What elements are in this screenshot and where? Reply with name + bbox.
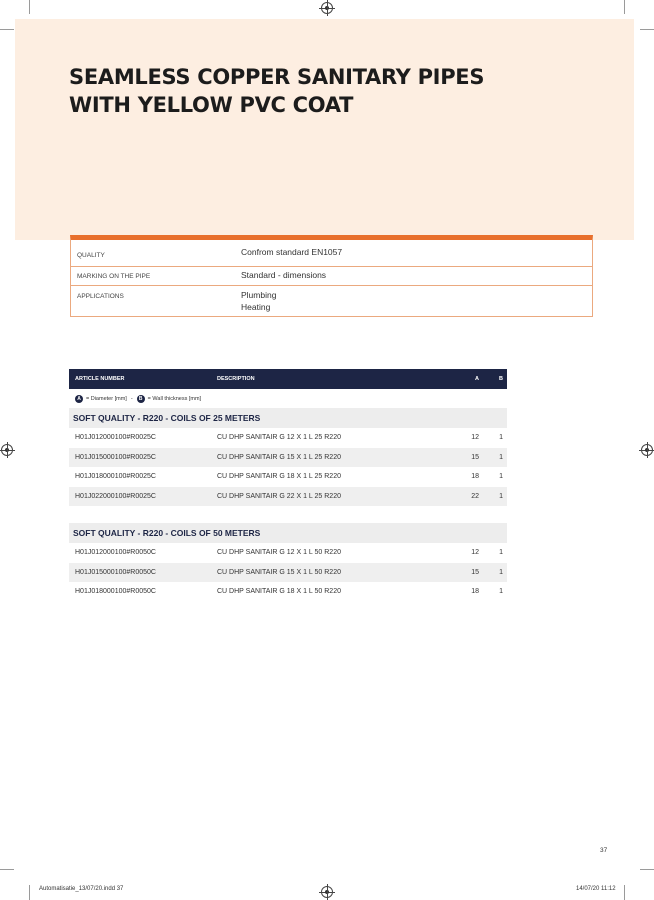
diameter-cell: 18	[471, 588, 479, 596]
group-spacer	[69, 506, 507, 523]
article-number-cell: H01J018000100#R0050C	[75, 588, 156, 596]
crop-mark	[640, 869, 654, 870]
wall-thickness-legend-text: = Wall thickness [mm]	[147, 395, 202, 402]
diameter-cell: 18	[471, 473, 479, 481]
spec-row-applications	[71, 285, 592, 316]
spec-value	[241, 267, 592, 285]
table-row	[69, 467, 507, 487]
table-row	[69, 563, 507, 583]
description-cell: CU DHP SANITAIR G 15 X 1 L 25 R220	[217, 453, 341, 461]
table-row	[69, 428, 507, 448]
column-header-a: A	[475, 376, 479, 382]
group-header-25m: SOFT QUALITY - R220 - COILS OF 25 METERS	[69, 408, 507, 428]
spec-value-line: Standard - dimensions	[241, 270, 327, 280]
diameter-cell: 12	[471, 434, 479, 442]
spec-value	[241, 240, 592, 266]
table-row	[69, 448, 507, 468]
article-number-cell: H01J012000100#R0025C	[75, 434, 156, 442]
column-header-article-number: ARTICLE NUMBER	[75, 376, 125, 382]
hero-banner	[15, 19, 634, 240]
group-header-50m: SOFT QUALITY - R220 - COILS OF 50 METERS	[69, 523, 507, 543]
wall-thickness-cell: 1	[499, 492, 503, 500]
print-slug-date: 14/07/20 11:12	[576, 886, 616, 892]
table-row	[69, 487, 507, 507]
article-number-cell: H01J022000100#R0025C	[75, 492, 156, 500]
crop-mark	[624, 0, 625, 14]
table-row	[69, 582, 507, 602]
crop-mark	[640, 29, 654, 30]
column-header-b: B	[499, 376, 503, 382]
wall-thickness-cell: 1	[499, 453, 503, 461]
spec-value	[241, 286, 592, 316]
spec-row-quality	[71, 240, 592, 266]
description-cell: CU DHP SANITAIR G 12 X 1 L 50 R220	[217, 549, 341, 557]
wall-thickness-cell: 1	[499, 473, 503, 481]
registration-mark-icon	[321, 886, 333, 898]
crop-mark	[624, 885, 625, 900]
crop-mark	[0, 869, 14, 870]
description-cell: CU DHP SANITAIR G 12 X 1 L 25 R220	[217, 434, 341, 442]
page-title-line-2: WITH YELLOW PVC COAT	[69, 93, 354, 117]
spec-value-line: Plumbing	[241, 290, 277, 300]
registration-mark-icon	[1, 444, 13, 456]
spec-label: QUALITY	[77, 252, 105, 259]
spec-box	[70, 235, 593, 317]
legend-separator: -	[130, 395, 133, 402]
diameter-cell: 12	[471, 549, 479, 557]
article-number-cell: H01J015000100#R0025C	[75, 453, 156, 461]
spec-value-line: Heating	[241, 302, 271, 312]
diameter-cell: 15	[471, 568, 479, 576]
product-table	[69, 369, 507, 602]
crop-mark	[0, 29, 14, 30]
diameter-legend-text: = Diameter [mm]	[86, 395, 127, 402]
article-number-cell: H01J012000100#R0050C	[75, 549, 156, 557]
spec-value-line: Confrom standard EN1057	[241, 247, 343, 257]
description-cell: CU DHP SANITAIR G 18 X 1 L 50 R220	[217, 588, 341, 596]
description-cell: CU DHP SANITAIR G 15 X 1 L 50 R220	[217, 568, 341, 576]
spec-label: APPLICATIONS	[77, 293, 124, 300]
table-header	[69, 369, 507, 389]
page-number: 37	[600, 847, 608, 854]
column-header-description: DESCRIPTION	[217, 376, 255, 382]
diameter-cell: 22	[471, 492, 479, 500]
wall-thickness-badge-icon: B	[137, 395, 145, 403]
table-row	[69, 543, 507, 563]
page-title	[69, 63, 484, 119]
registration-mark-icon	[641, 444, 653, 456]
crop-mark	[29, 0, 30, 14]
spec-label: MARKING ON THE PIPE	[77, 273, 151, 280]
wall-thickness-cell: 1	[499, 549, 503, 557]
registration-mark-icon	[321, 2, 333, 14]
diameter-badge-icon: A	[75, 395, 83, 403]
print-slug-file: Automatisatie_13/07/20.indd 37	[39, 886, 124, 892]
diameter-cell: 15	[471, 453, 479, 461]
description-cell: CU DHP SANITAIR G 22 X 1 L 25 R220	[217, 492, 341, 500]
wall-thickness-cell: 1	[499, 588, 503, 596]
wall-thickness-cell: 1	[499, 568, 503, 576]
article-number-cell: H01J018000100#R0025C	[75, 473, 156, 481]
wall-thickness-cell: 1	[499, 434, 503, 442]
spec-row-marking	[71, 266, 592, 285]
page-title-line-1: SEAMLESS COPPER SANITARY PIPES	[69, 65, 485, 89]
description-cell: CU DHP SANITAIR G 18 X 1 L 25 R220	[217, 473, 341, 481]
article-number-cell: H01J015000100#R0050C	[75, 568, 156, 576]
crop-mark	[29, 885, 30, 900]
dimension-legend	[69, 389, 507, 408]
